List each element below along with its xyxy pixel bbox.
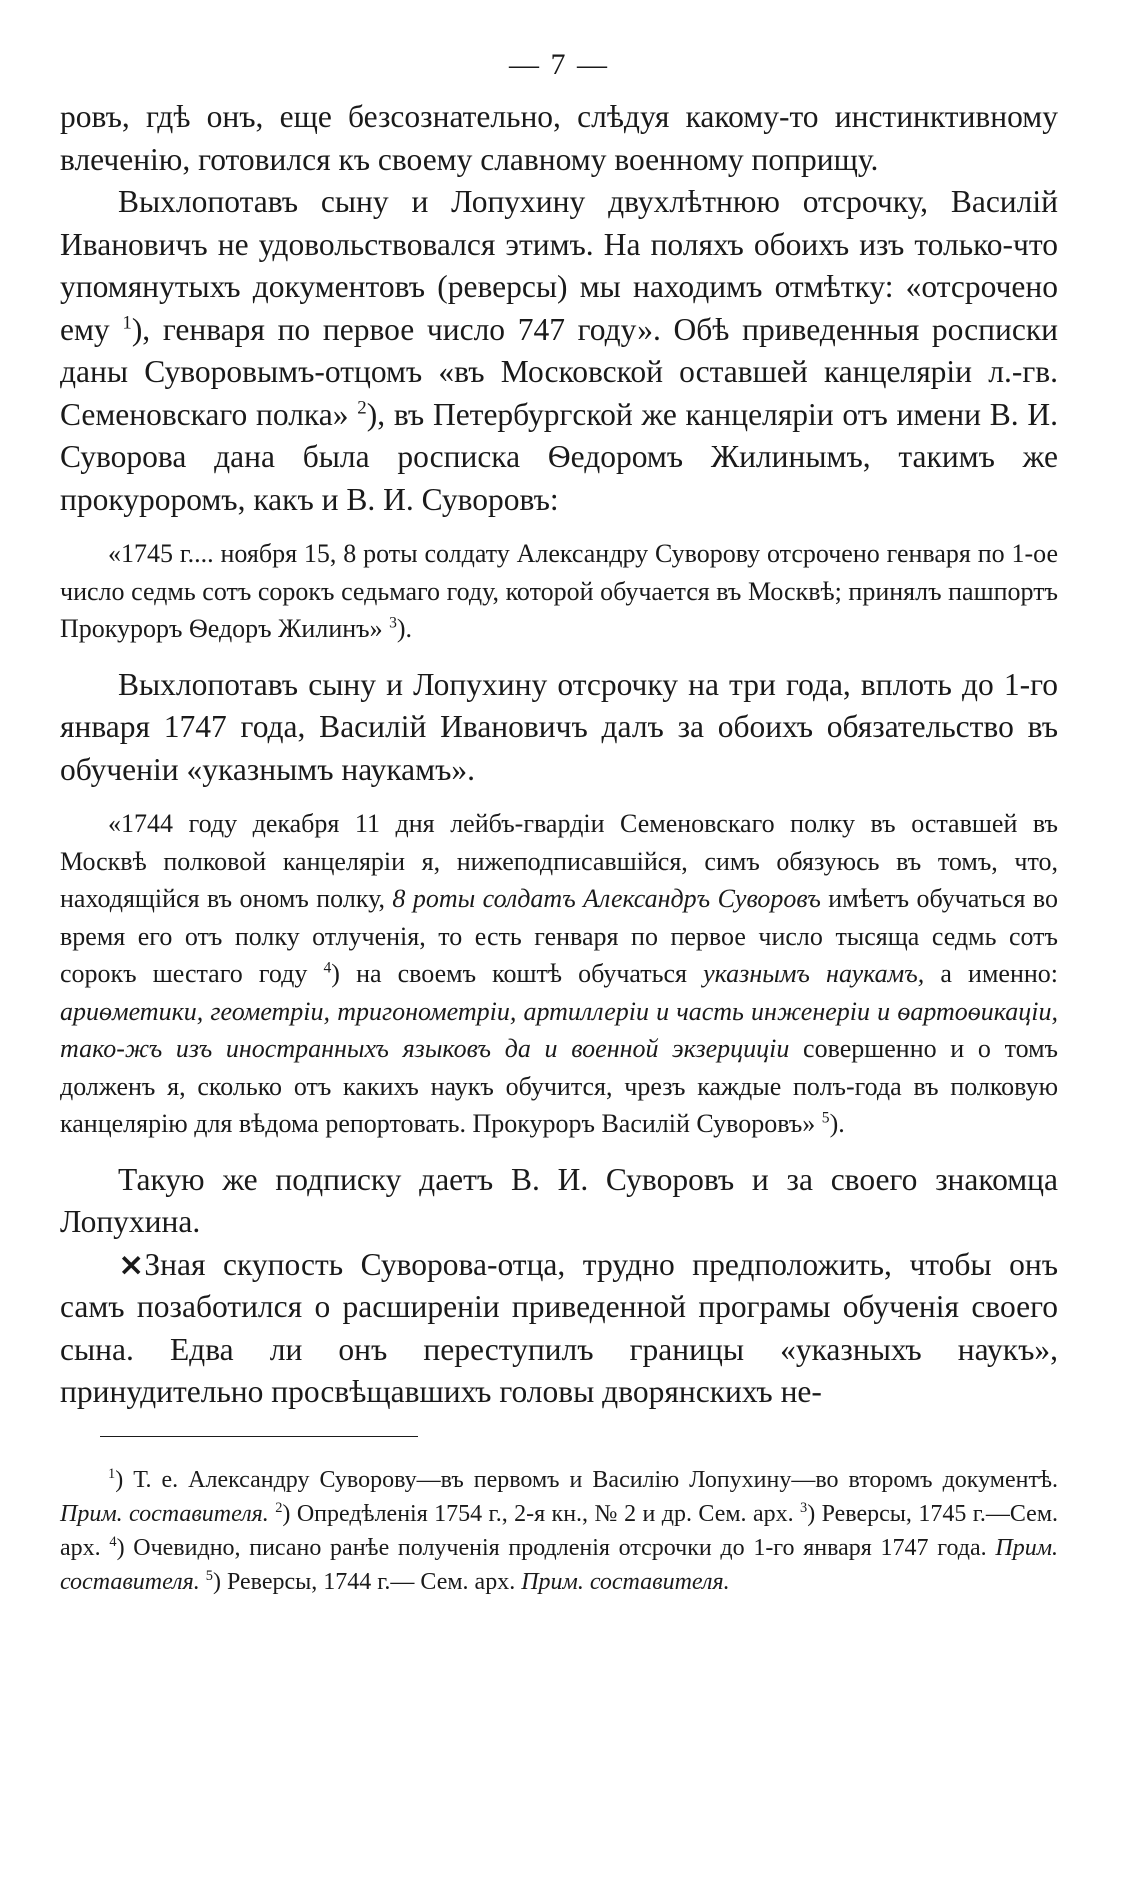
footnote-ref-5: 5 [821,1109,830,1127]
handwritten-cross-mark: × [118,1246,145,1283]
quote-obligation-1744: «1744 году декабря 11 дня лейбъ-гвардіи Семеновскаго полку въ оставшей въ Москвѣ полковой канцеляріи я, нижеподписавшійся, симъ обязуюсь въ томъ, что, находящійся въ ономъ полку, 8 роты солдатъ Александръ Суворовъ имѣетъ обучаться во время его отъ полку отлученія, то есть генваря по первое число тысяща седмь сотъ сорокъ шестаго году $^4$) на своемъ коштѣ обучаться указнымъ наукамъ, а именно: ариѳметики, геометріи, тригонометріи, артиллеріи и часть инженеріи и ѳартоѳикаціи, тако-жъ изъ иностранныхъ языковъ да и военной экзерциціи совершенно и о томъ долженъ я, сколько отъ какихъ наукъ обучится, чрезъ каждые полъ-года въ полковую канцелярію для вѣдома репортовать. Прокуроръ Василій Суворовъ» $^5$). [60,809,1058,1138]
paragraph-lopukhin-deferral: Выхлопотавъ сыну и Лопухину двухлѣтнюю отсрочку, Василій Ивановичъ не удовольствовался этимъ. На поляхъ обоихъ изъ только-что упомянутыхъ документовъ (реверсы) мы находимъ отмѣтку: «отсрочено ему $^1$), генваря по первое число 747 году». Обѣ приведенныя росписки даны Суворовымъ-отцомъ «въ Московской оставшей канцеляріи л.-гв. Семеновскаго полка» $^2$), въ Петербургской же канцеляріи отъ имени В. И. Суворова дана была росписка Ѳедоромъ Жилинымъ, такимъ же прокуроромъ, какъ и В. И. Суворовъ: [60,184,1059,517]
footnote-ref-3: 3 [389,614,397,632]
paragraph-same-pledge: Такую же подписку даетъ В. И. Суворовъ и за своего знакомца Лопухина. [60,1161,1058,1239]
page-number: — 7 — [509,48,609,81]
footnote-divider [100,1436,418,1437]
footnote-ref-2: 2 [357,397,367,418]
footnote-ref-1: 1 [122,312,132,333]
footnote-ref-4: 4 [323,959,332,977]
paragraph-continuation: ровъ, гдѣ онъ, еще безсознательно, слѣдуя какому-то инстинктивному влеченію, готовился къ своему славному военному поприщу. [60,99,1058,177]
document-page [60,48,1058,1599]
paragraph-stinginess: ×Зная скупость Суворова-отца, трудно предположить, чтобы онъ самъ позаботился о расширеніи приведенной програмы обученія своего сына. Едва ли онъ переступилъ границы «указныхъ наукъ», принудительно просвѣщавшихъ головы дворянскихъ не- [60,1246,1058,1409]
paragraph-three-year-deferral: Выхлопотавъ сыну и Лопухину отсрочку на три года, вплоть до 1-го января 1747 года, Василій Ивановичъ далъ за обоихъ обязательство въ обученіи «указнымъ наукамъ». [60,666,1058,787]
quote-receipt-1745: «1745 г.... ноября 15, 8 роты солдату Александру Суворову отсрочено генваря по 1-ое число седмь сотъ сорокъ седьмаго году, которой обучается въ Москвѣ; принялъ пашпортъ Прокуроръ Ѳедоръ Жилинъ» $^3$). [60,539,1058,643]
footnotes: $^1$) Т. е. Александру Суворову—въ первомъ и Василію Лопухину—во второмъ документѣ. Прим. составителя. $^2$) Опредѣленія 1754 г., 2-я кн., № 2 и др. Сем. арх. $^3$) Реверсы, 1745 г.—Сем. арх. $^4$) Очевидно, писано ранѣе полученія продленія отсрочки до 1-го января 1747 года. Прим. составителя. $^5$) Реверсы, 1744 г.— Сем. арх. Прим. составителя. [60,1465,1059,1595]
